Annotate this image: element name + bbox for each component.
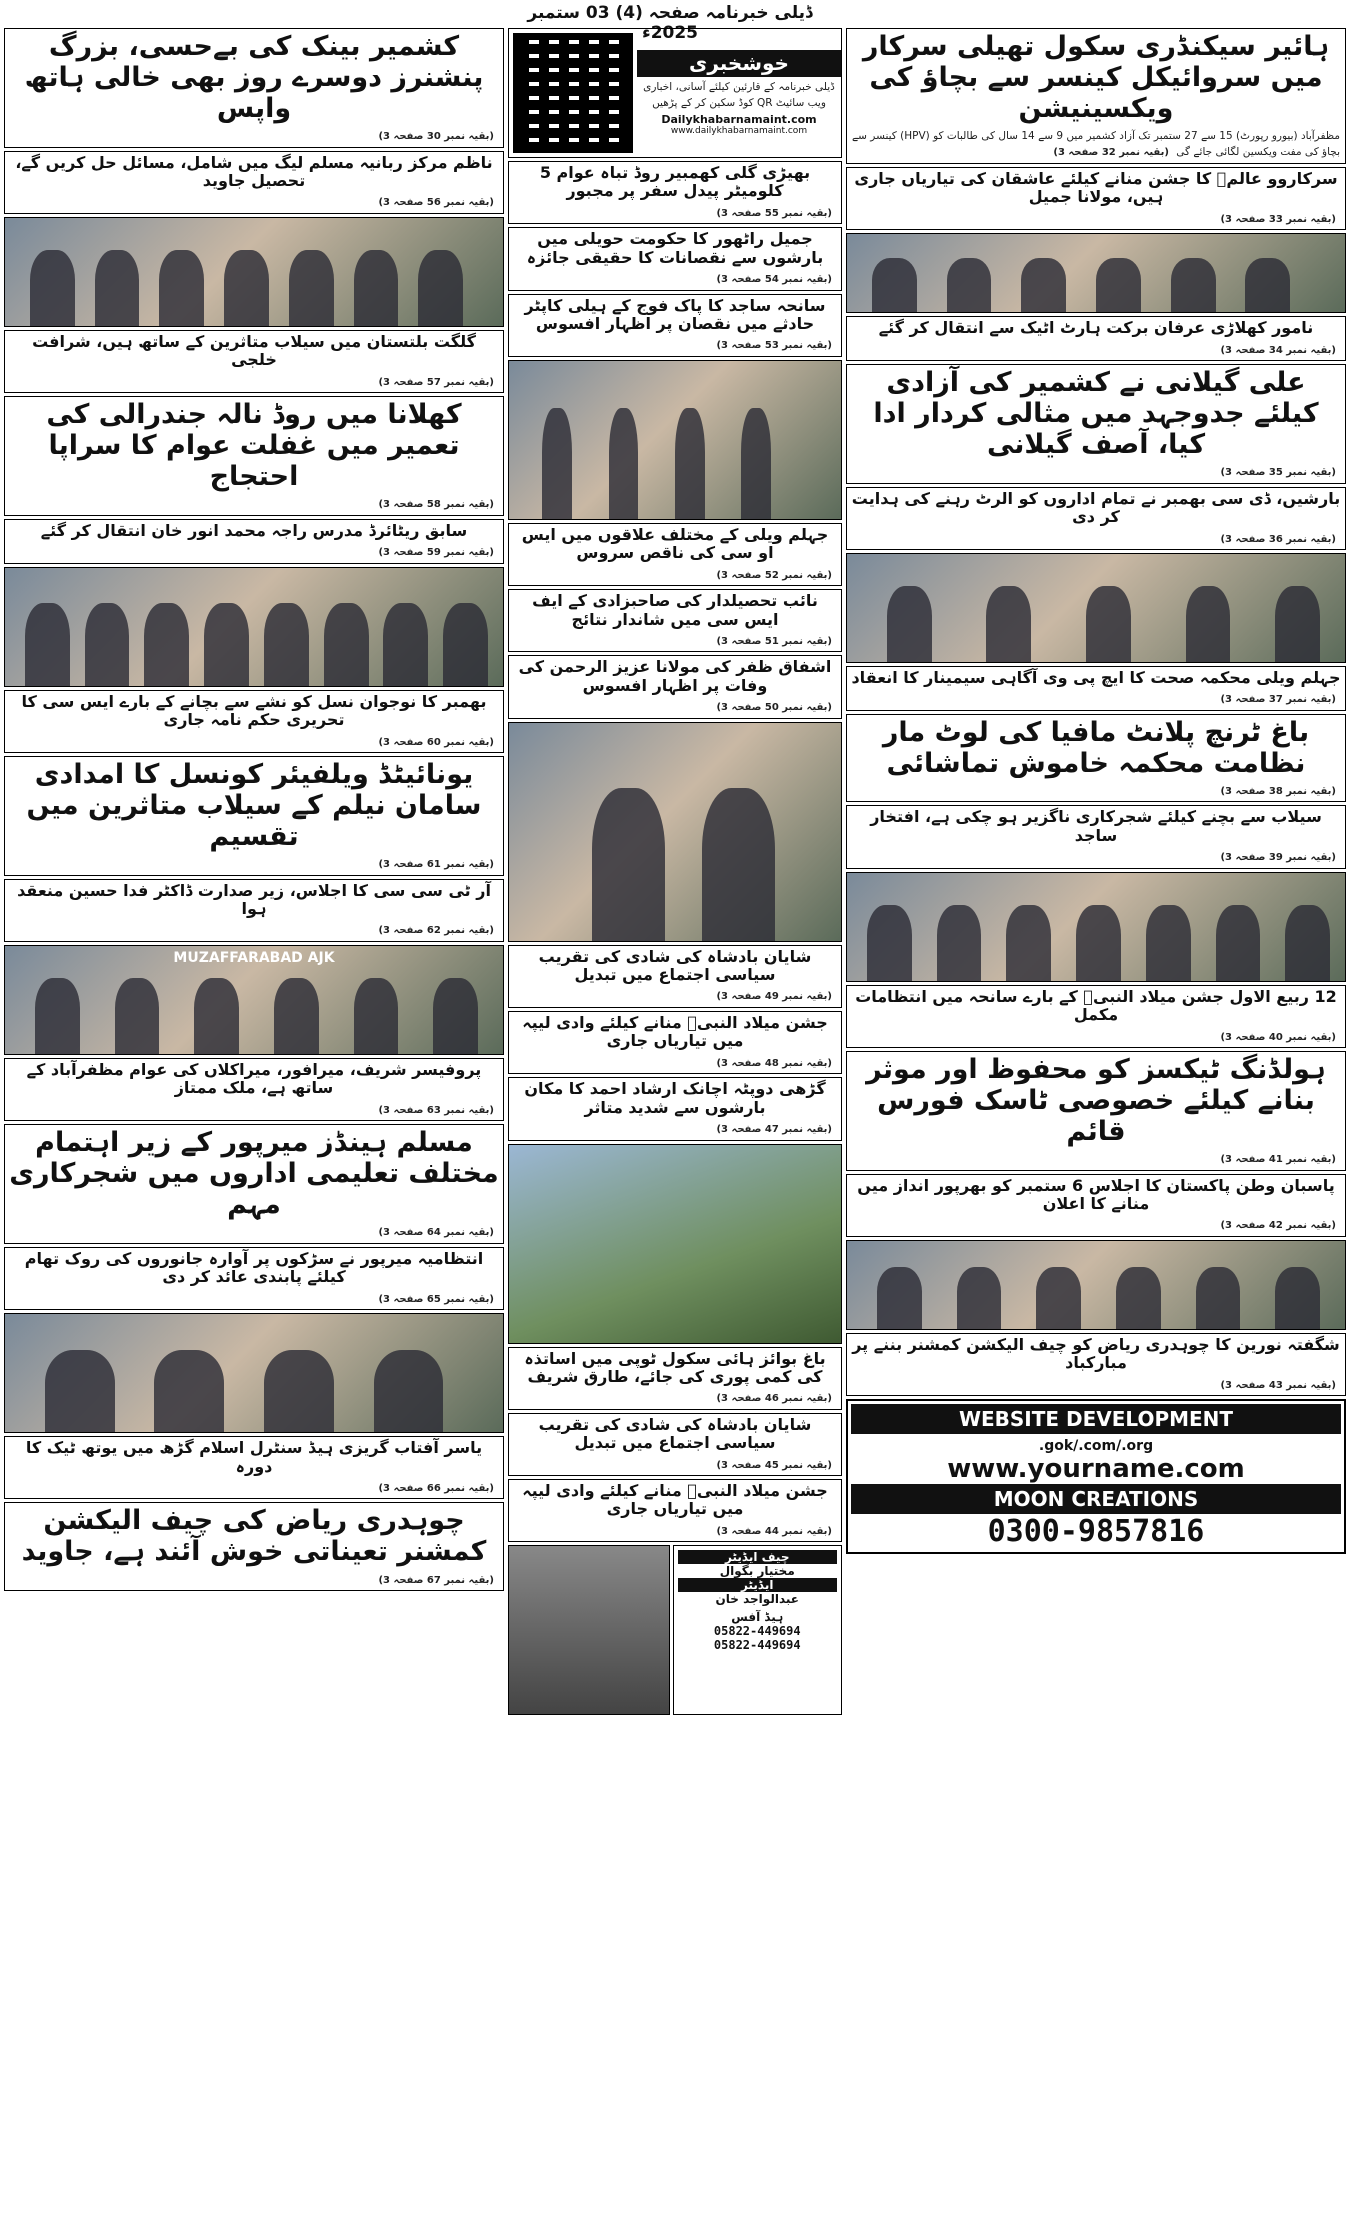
news-item [508, 161, 842, 224]
continuation: (بقیہ نمبر 33 صفحہ 3) [1220, 213, 1336, 225]
headline: نامور کھلاڑی عرفان برکت ہارٹ اٹیک سے انتقال کر گئے [878, 318, 1314, 338]
news-item [4, 756, 504, 876]
ad-company: MOON CREATIONS [851, 1484, 1341, 1514]
news-photo [4, 567, 504, 687]
headline: پاسبان وطن پاکستان کا اجلاس 6 ستمبر کو بھرپور انداز میں منانے کا اعلان [857, 1175, 1335, 1214]
news-item [846, 487, 1346, 550]
continuation: (بقیہ نمبر 64 صفحہ 3) [378, 1227, 494, 1239]
right-column [846, 28, 1346, 2235]
staff-name: عبدالواجد خان [715, 1592, 799, 1607]
headline: یونائیٹڈ ویلفیئر کونسل کا امدادی سامان نیلم کے سیلاب متاثرین میں تقسیم [26, 759, 482, 853]
continuation: (بقیہ نمبر 51 صفحہ 3) [716, 635, 832, 647]
ad-domains: .gok/.com/.org [1038, 1438, 1154, 1455]
continuation: (بقیہ نمبر 42 صفحہ 3) [1220, 1220, 1336, 1232]
headline: نائب تحصیلدار کی صاحبزادی کے ایف ایس سی میں شاندار نتائج [532, 591, 818, 629]
headline: سیلاب سے بچنے کیلئے شجرکاری ناگزیر ہو چکی ہے، افتخار ساجد [870, 807, 1322, 845]
news-item [4, 396, 504, 516]
ad-title: WEBSITE DEVELOPMENT [851, 1404, 1341, 1434]
news-item [508, 945, 842, 1008]
middle-column [508, 28, 842, 2235]
continuation: (بقیہ نمبر 30 صفحہ 3) [378, 131, 494, 143]
news-item [508, 1011, 842, 1074]
news-item [4, 690, 504, 753]
news-item [4, 879, 504, 942]
continuation: (بقیہ نمبر 36 صفحہ 3) [1220, 533, 1336, 545]
news-item [846, 316, 1346, 361]
continuation: (بقیہ نمبر 49 صفحہ 3) [716, 991, 832, 1003]
news-item [4, 1247, 504, 1310]
continuation: (بقیہ نمبر 43 صفحہ 3) [1220, 1379, 1336, 1391]
qr-text: ڈیلی خبرنامہ کے قارئین کیلئے آسانی، اخباری ویب سائیٹ QR کوڈ سکین کر کے پڑھیں [643, 80, 835, 109]
news-photo [4, 217, 504, 327]
continuation: (بقیہ نمبر 58 صفحہ 3) [378, 499, 494, 511]
continuation: (بقیہ نمبر 48 صفحہ 3) [716, 1057, 832, 1069]
news-item [4, 1436, 504, 1499]
phone-number: 05822-449694 [713, 1624, 801, 1639]
continuation: (بقیہ نمبر 55 صفحہ 3) [716, 207, 832, 219]
headline: شایان بادشاہ کی شادی کی تقریب سیاسی اجتماع میں تبدیل [538, 946, 812, 985]
phone-number: 05822-449694 [713, 1638, 801, 1653]
news-item [508, 523, 842, 586]
headline: کھلانا میں روڈ نالہ جندرالی کی تعمیر میں غفلت عوام کا سراپا احتجاج [46, 399, 462, 493]
news-item [508, 227, 842, 290]
headline: جشن میلاد النبیؐ منانے کیلئے وادی لیپہ میں تیاریاں جاری [522, 1012, 828, 1051]
headline: باغ ٹرنچ پلانٹ مافیا کی لوٹ مار نظامت محکمہ خاموش تماشائی [882, 716, 1310, 779]
news-photo [846, 1240, 1346, 1330]
page-date-line: ڈیلی خبرنامہ صفحہ (4) 03 ستمبر 2025ء [527, 3, 813, 43]
staff-label: چیف ایڈیٹر [678, 1550, 838, 1564]
news-photo [846, 233, 1346, 313]
continuation: (بقیہ نمبر 34 صفحہ 3) [1220, 344, 1336, 356]
continuation: (بقیہ نمبر 53 صفحہ 3) [716, 340, 832, 352]
qr-site: Dailykhabarnamaint.com [661, 113, 817, 127]
news-item [846, 1174, 1346, 1237]
headline: جشن میلاد النبیؐ منانے کیلئے وادی لیپہ میں تیاریاں جاری [522, 1481, 828, 1519]
news-item [508, 1077, 842, 1140]
headline: باغ بوائز ہائی سکول ٹوپی میں اساتذہ کی کمی پوری کی جائے، طارق شریف [524, 1348, 826, 1386]
headline: کشمیر بینک کی بےحسی، بزرگ پنشنرز دوسرے روز بھی خالی ہاتھ واپس [24, 31, 484, 125]
office-label: ہیڈ آفس [731, 1610, 784, 1625]
news-item [846, 364, 1346, 484]
headline: سابق ریٹائرڈ مدرس راجہ محمد انور خان انتقال کر گئے [40, 520, 468, 540]
headline: مسلم ہینڈز میرپور کے زیر اہتمام مختلف تعلیمی اداروں میں شجرکاری مہم [9, 1127, 499, 1221]
continuation: (بقیہ نمبر 59 صفحہ 3) [378, 547, 494, 559]
news-item [4, 1124, 504, 1244]
continuation: (بقیہ نمبر 54 صفحہ 3) [716, 274, 832, 286]
news-item [846, 714, 1346, 803]
continuation: (بقیہ نمبر 35 صفحہ 3) [1220, 467, 1336, 479]
news-item [846, 1333, 1346, 1396]
staff-box [673, 1545, 843, 1715]
continuation: (بقیہ نمبر 44 صفحہ 3) [716, 1525, 832, 1537]
continuation: (بقیہ نمبر 50 صفحہ 3) [716, 702, 832, 714]
staff-name: مختیار بگوال [719, 1564, 795, 1579]
news-photo [508, 722, 842, 942]
headline: گلگت بلتستان میں سیلاب متاثرین کے ساتھ ہیں، شرافت خلجی [32, 331, 476, 370]
news-item [846, 1051, 1346, 1171]
news-item [4, 330, 504, 393]
headline: یاسر آفتاب گریزی ہیڈ سنٹرل اسلام گڑھ میں یوتھ ٹیک کا دورہ [25, 1438, 483, 1476]
headline: انتظامیہ میرپور نے سڑکوں پر آوارہ جانوروں کی روک تھام کیلئے پابندی عائد کر دی [24, 1248, 484, 1287]
headline: آر ٹی سی سی کا اجلاس، زیر صدارت ڈاکٹر فدا حسین منعقد ہوا [17, 880, 491, 919]
continuation: (بقیہ نمبر 60 صفحہ 3) [378, 736, 494, 748]
continuation: (بقیہ نمبر 67 صفحہ 3) [378, 1574, 494, 1586]
news-photo [508, 1144, 842, 1344]
news-item [508, 294, 842, 357]
continuation: (بقیہ نمبر 45 صفحہ 3) [716, 1459, 832, 1471]
headline: جمیل راٹھور کا حکومت حویلی میں بارشوں سے نقصانات کا حقیقی جائزہ [526, 229, 824, 267]
news-item [4, 1502, 504, 1591]
news-photo [508, 1545, 670, 1715]
photo-sign-text: MUZAFFARABAD AJK [173, 949, 335, 966]
news-item [508, 589, 842, 652]
headline: جہلم ویلی کے مختلف علاقوں میں ایس او سی کی ناقص سروس [521, 524, 829, 563]
news-photo [4, 1313, 504, 1433]
qr-code-icon [513, 33, 633, 153]
continuation: (بقیہ نمبر 38 صفحہ 3) [1220, 785, 1336, 797]
news-item [846, 666, 1346, 711]
web-ad [846, 1399, 1346, 1554]
continuation: (بقیہ نمبر 66 صفحہ 3) [378, 1482, 494, 1494]
news-photo [508, 360, 842, 520]
continuation: (بقیہ نمبر 65 صفحہ 3) [378, 1293, 494, 1305]
continuation: (بقیہ نمبر 41 صفحہ 3) [1220, 1154, 1336, 1166]
news-item [508, 1347, 842, 1410]
continuation: (بقیہ نمبر 57 صفحہ 3) [378, 376, 494, 388]
headline: شگفتہ نورین کا چوہدری ریاض کو چیف الیکشن کمشنر بننے پر مبارکباد [852, 1334, 1340, 1373]
qr-box [508, 28, 842, 158]
headline: جہلم ویلی محکمہ صحت کا ایچ پی وی آگاہی سیمینار کا انعقاد [851, 668, 1341, 687]
news-item [4, 151, 504, 214]
news-item [846, 28, 1346, 164]
continuation: (بقیہ نمبر 47 صفحہ 3) [716, 1124, 832, 1136]
headline: بارشیں، ڈی سی بھمبر نے تمام اداروں کو الرٹ رہنے کی ہدایت کر دی [851, 488, 1341, 527]
news-photo [4, 945, 504, 1055]
continuation: (بقیہ نمبر 62 صفحہ 3) [378, 925, 494, 937]
headline: شایان بادشاہ کی شادی کی تقریب سیاسی اجتماع میں تبدیل [538, 1414, 812, 1453]
continuation: (بقیہ نمبر 39 صفحہ 3) [1220, 852, 1336, 864]
headline: سرکاروو عالمؐ کا جشن منانے کیلئے عاشقان کی تیاریاں جاری ہیں، مولانا جمیل [854, 168, 1338, 207]
ad-url: www.yourname.com [947, 1454, 1245, 1485]
news-item [508, 655, 842, 718]
headline: سانحہ ساجد کا پاک فوج کے ہیلی کاپٹر حادثے میں نقصان پر اظہار افسوس [524, 295, 826, 333]
news-item [508, 1479, 842, 1542]
continuation: (بقیہ نمبر 61 صفحہ 3) [378, 859, 494, 871]
qr-url: www.dailykhabarnamaint.com [670, 126, 808, 137]
news-item [846, 985, 1346, 1048]
news-body: مظفرآباد (بیورو رپورٹ) 15 سے 27 ستمبر تک آزاد کشمیر میں 9 سے 14 سال کی طالبات کو (HPV) کینسر سے بچاؤ کی مفت ویکسین لگائی جائے گی (بقیہ نمبر 32 صفحہ 3) [852, 130, 1341, 159]
continuation: (بقیہ نمبر 46 صفحہ 3) [716, 1393, 832, 1405]
headline: بھمبر کا نوجوان نسل کو نشے سے بچانے کے بارے ایس سی کا تحریری حکم نامہ جاری [21, 691, 487, 730]
news-item [4, 519, 504, 564]
news-item [4, 1058, 504, 1121]
news-photo [846, 872, 1346, 982]
headline: پروفیسر شریف، میرافور، میراکلاں کی عوام مظفرآباد کے ساتھ ہے، ملک ممتاز [26, 1059, 482, 1098]
continuation: (بقیہ نمبر 56 صفحہ 3) [378, 197, 494, 209]
headline: ہولڈنگ ٹیکسز کو محفوظ اور موثر بنانے کیلئے خصوصی ٹاسک فورس قائم [866, 1054, 1326, 1148]
headline: علی گیلانی نے کشمیر کی آزادی کیلئے جدوجہد میں مثالی کردار ادا کیا، آصف گیلانی [873, 367, 1319, 461]
continuation: (بقیہ نمبر 37 صفحہ 3) [1220, 694, 1336, 706]
headline: 12 ربیع الاول جشن میلاد النبیؐ کے بارے سانحہ میں انتظامات مکمل [855, 986, 1337, 1025]
news-item [846, 167, 1346, 230]
qr-title: خوشخبری [637, 50, 841, 77]
headline: بھیڑی گلی کھمبیر روڈ تباہ عوام 5 کلومیٹر پیدل سفر پر مجبور [539, 163, 811, 201]
headline: ناظم مرکز ربانیہ مسلم لیگ میں شامل، مسائل حل کریں گے، تحصیل جاوید [15, 152, 493, 191]
staff-label: ایڈیٹر [678, 1578, 838, 1592]
news-photo [846, 553, 1346, 663]
ad-phone: 0300-9857816 [987, 1514, 1205, 1550]
left-column [4, 28, 504, 2235]
headline: چوہدری ریاض کی چیف الیکشن کمشنر تعیناتی خوش آئند ہے، جاوید [21, 1505, 487, 1568]
headline: ہائیر سیکنڈری سکول تھیلی سرکار میں سروائیکل کینسر سے بچاؤ کی ویکسینیشن [862, 31, 1330, 125]
continuation: (بقیہ نمبر 63 صفحہ 3) [378, 1104, 494, 1116]
continuation: (بقیہ نمبر 52 صفحہ 3) [716, 569, 832, 581]
headline: اشفاق ظفر کی مولانا عزیز الرحمن کی وفات پر اظہار افسوس [518, 657, 832, 695]
news-item [846, 805, 1346, 868]
news-item [508, 1413, 842, 1476]
news-item [4, 28, 504, 148]
headline: گڑھی دوپٹہ اچانک ارشاد احمد کا مکان بارشوں سے شدید متاثر [524, 1079, 826, 1117]
continuation: (بقیہ نمبر 40 صفحہ 3) [1220, 1031, 1336, 1043]
